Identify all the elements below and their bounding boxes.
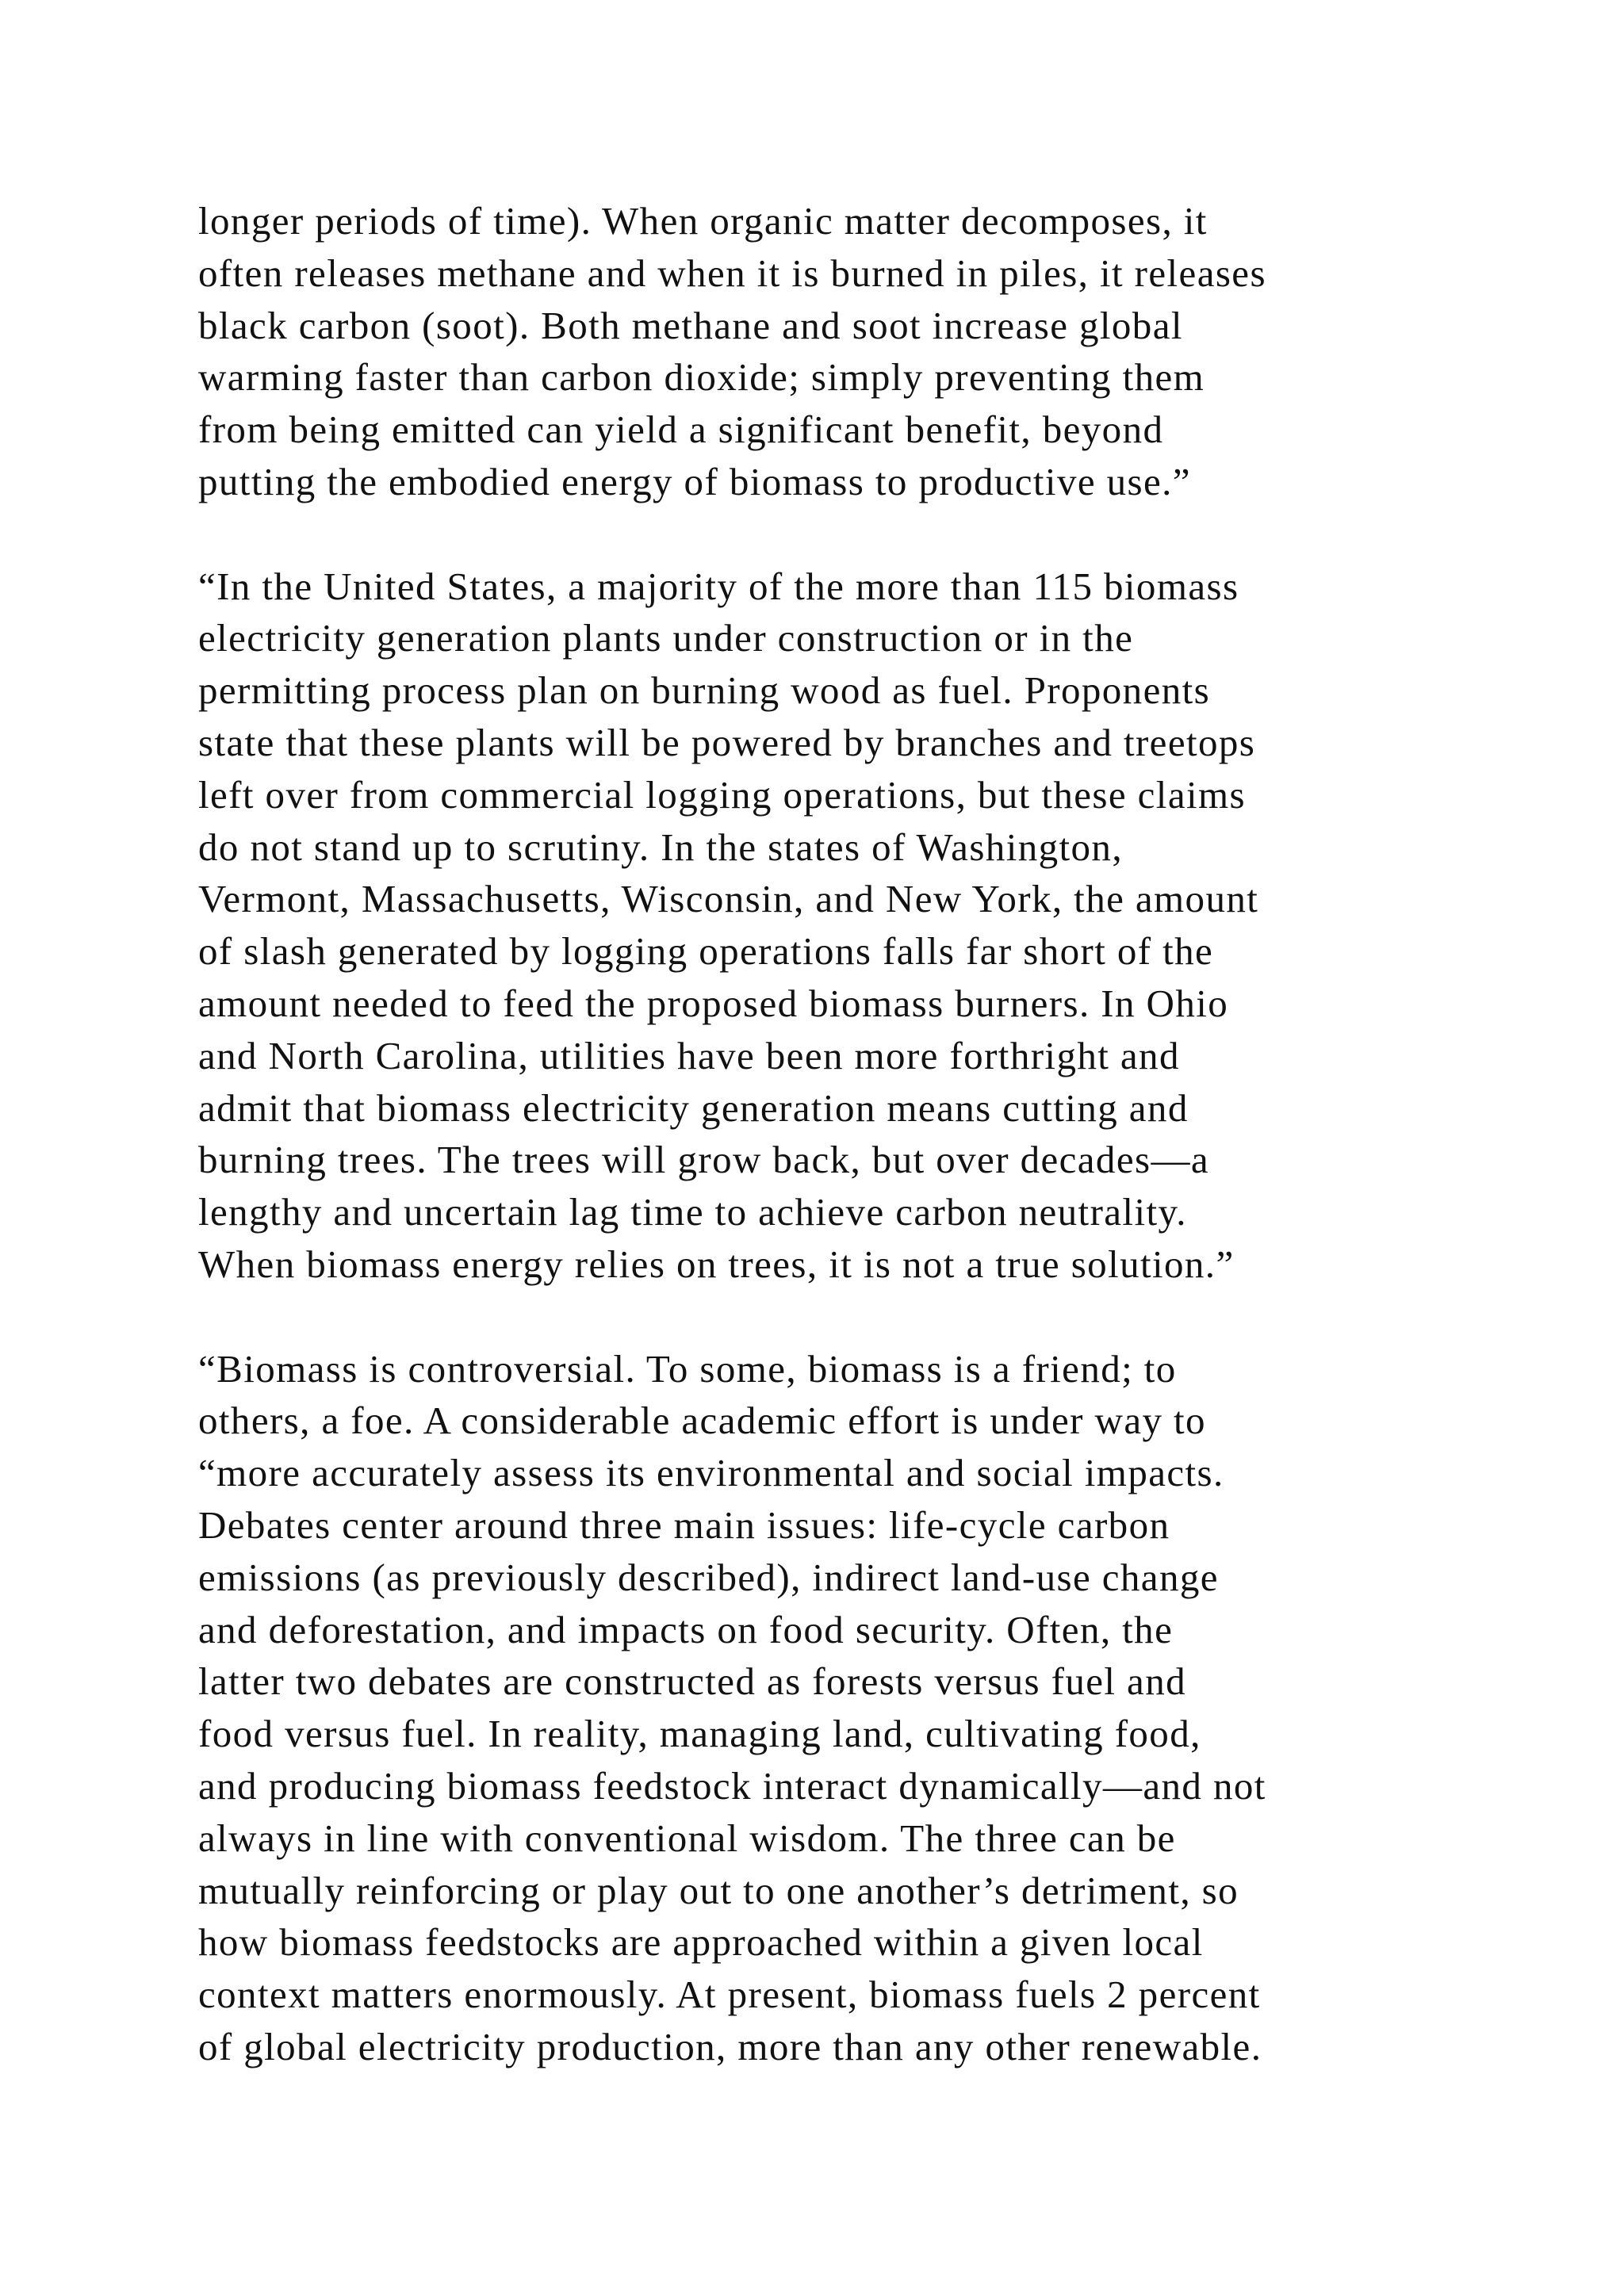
text-line: electricity generation plants under construction or in the [198, 616, 1134, 660]
text-line: always in line with conventional wisdom. The three can be [198, 1816, 1176, 1860]
paragraph-3 [198, 1343, 1435, 2073]
text-line: food versus fuel. In reality, managing land, cultivating food, [198, 1712, 1201, 1756]
text-line: putting the embodied energy of biomass to productive use.” [198, 459, 1191, 503]
text-line: others, a foe. A considerable academic effort is under way to [198, 1399, 1206, 1443]
text-line: warming faster than carbon dioxide; simply preventing them [198, 355, 1205, 400]
text-line: how biomass feedstocks are approached within a given local [198, 1920, 1204, 1965]
text-line: and producing biomass feedstock interact dynamically—and not [198, 1763, 1266, 1808]
text-line: Debates center around three main issues: life-cycle carbon [198, 1502, 1170, 1547]
text-line: Vermont, Massachusetts, Wisconsin, and New York, the amount [198, 877, 1259, 921]
text-line: state that these plants will be powered by branches and treetops [198, 720, 1256, 764]
text-line: When biomass energy relies on trees, it is not a true solution.” [198, 1242, 1235, 1286]
text-line: from being emitted can yield a significant benefit, beyond [198, 408, 1164, 452]
text-line: longer periods of time). When organic matter decomposes, it [198, 199, 1208, 243]
text-line: of slash generated by logging operations falls far short of the [198, 929, 1214, 974]
text-line: of global electricity production, more than any other renewable. [198, 2024, 1262, 2068]
text-line: “Biomass is controversial. To some, biomass is a friend; to [198, 1346, 1177, 1391]
text-line: amount needed to feed the proposed biomass burners. In Ohio [198, 981, 1229, 1025]
text-line: emissions (as previously described), indirect land-use change [198, 1555, 1219, 1599]
paragraph-2 [198, 561, 1435, 1291]
text-line: do not stand up to scrutiny. In the states of Washington, [198, 825, 1123, 869]
text-line: black carbon (soot). Both methane and soot increase global [198, 303, 1183, 347]
text-line: context matters enormously. At present, biomass fuels 2 percent [198, 1973, 1261, 2017]
paragraph-1 [198, 195, 1435, 508]
text-line: burning trees. The trees will grow back, but over decades—a [198, 1138, 1209, 1182]
text-line: “more accurately assess its environmental and social impacts. [198, 1451, 1224, 1495]
text-line: admit that biomass electricity generation means cutting and [198, 1085, 1189, 1130]
text-line: “In the United States, a majority of the more than 115 biomass [198, 564, 1239, 608]
text-line: and deforestation, and impacts on food security. Often, the [198, 1607, 1174, 1651]
body-text [198, 195, 1435, 2125]
text-line: lengthy and uncertain lag time to achieve carbon neutrality. [198, 1190, 1187, 1234]
text-line: left over from commercial logging operations, but these claims [198, 772, 1246, 817]
text-line: and North Carolina, utilities have been more forthright and [198, 1033, 1180, 1077]
text-line: permitting process plan on burning wood as fuel. Proponents [198, 668, 1211, 713]
text-line: latter two debates are constructed as forests versus fuel and [198, 1659, 1186, 1704]
text-line: often releases methane and when it is burned in piles, it releases [198, 251, 1266, 295]
text-line: mutually reinforcing or play out to one another’s detriment, so [198, 1868, 1239, 1912]
